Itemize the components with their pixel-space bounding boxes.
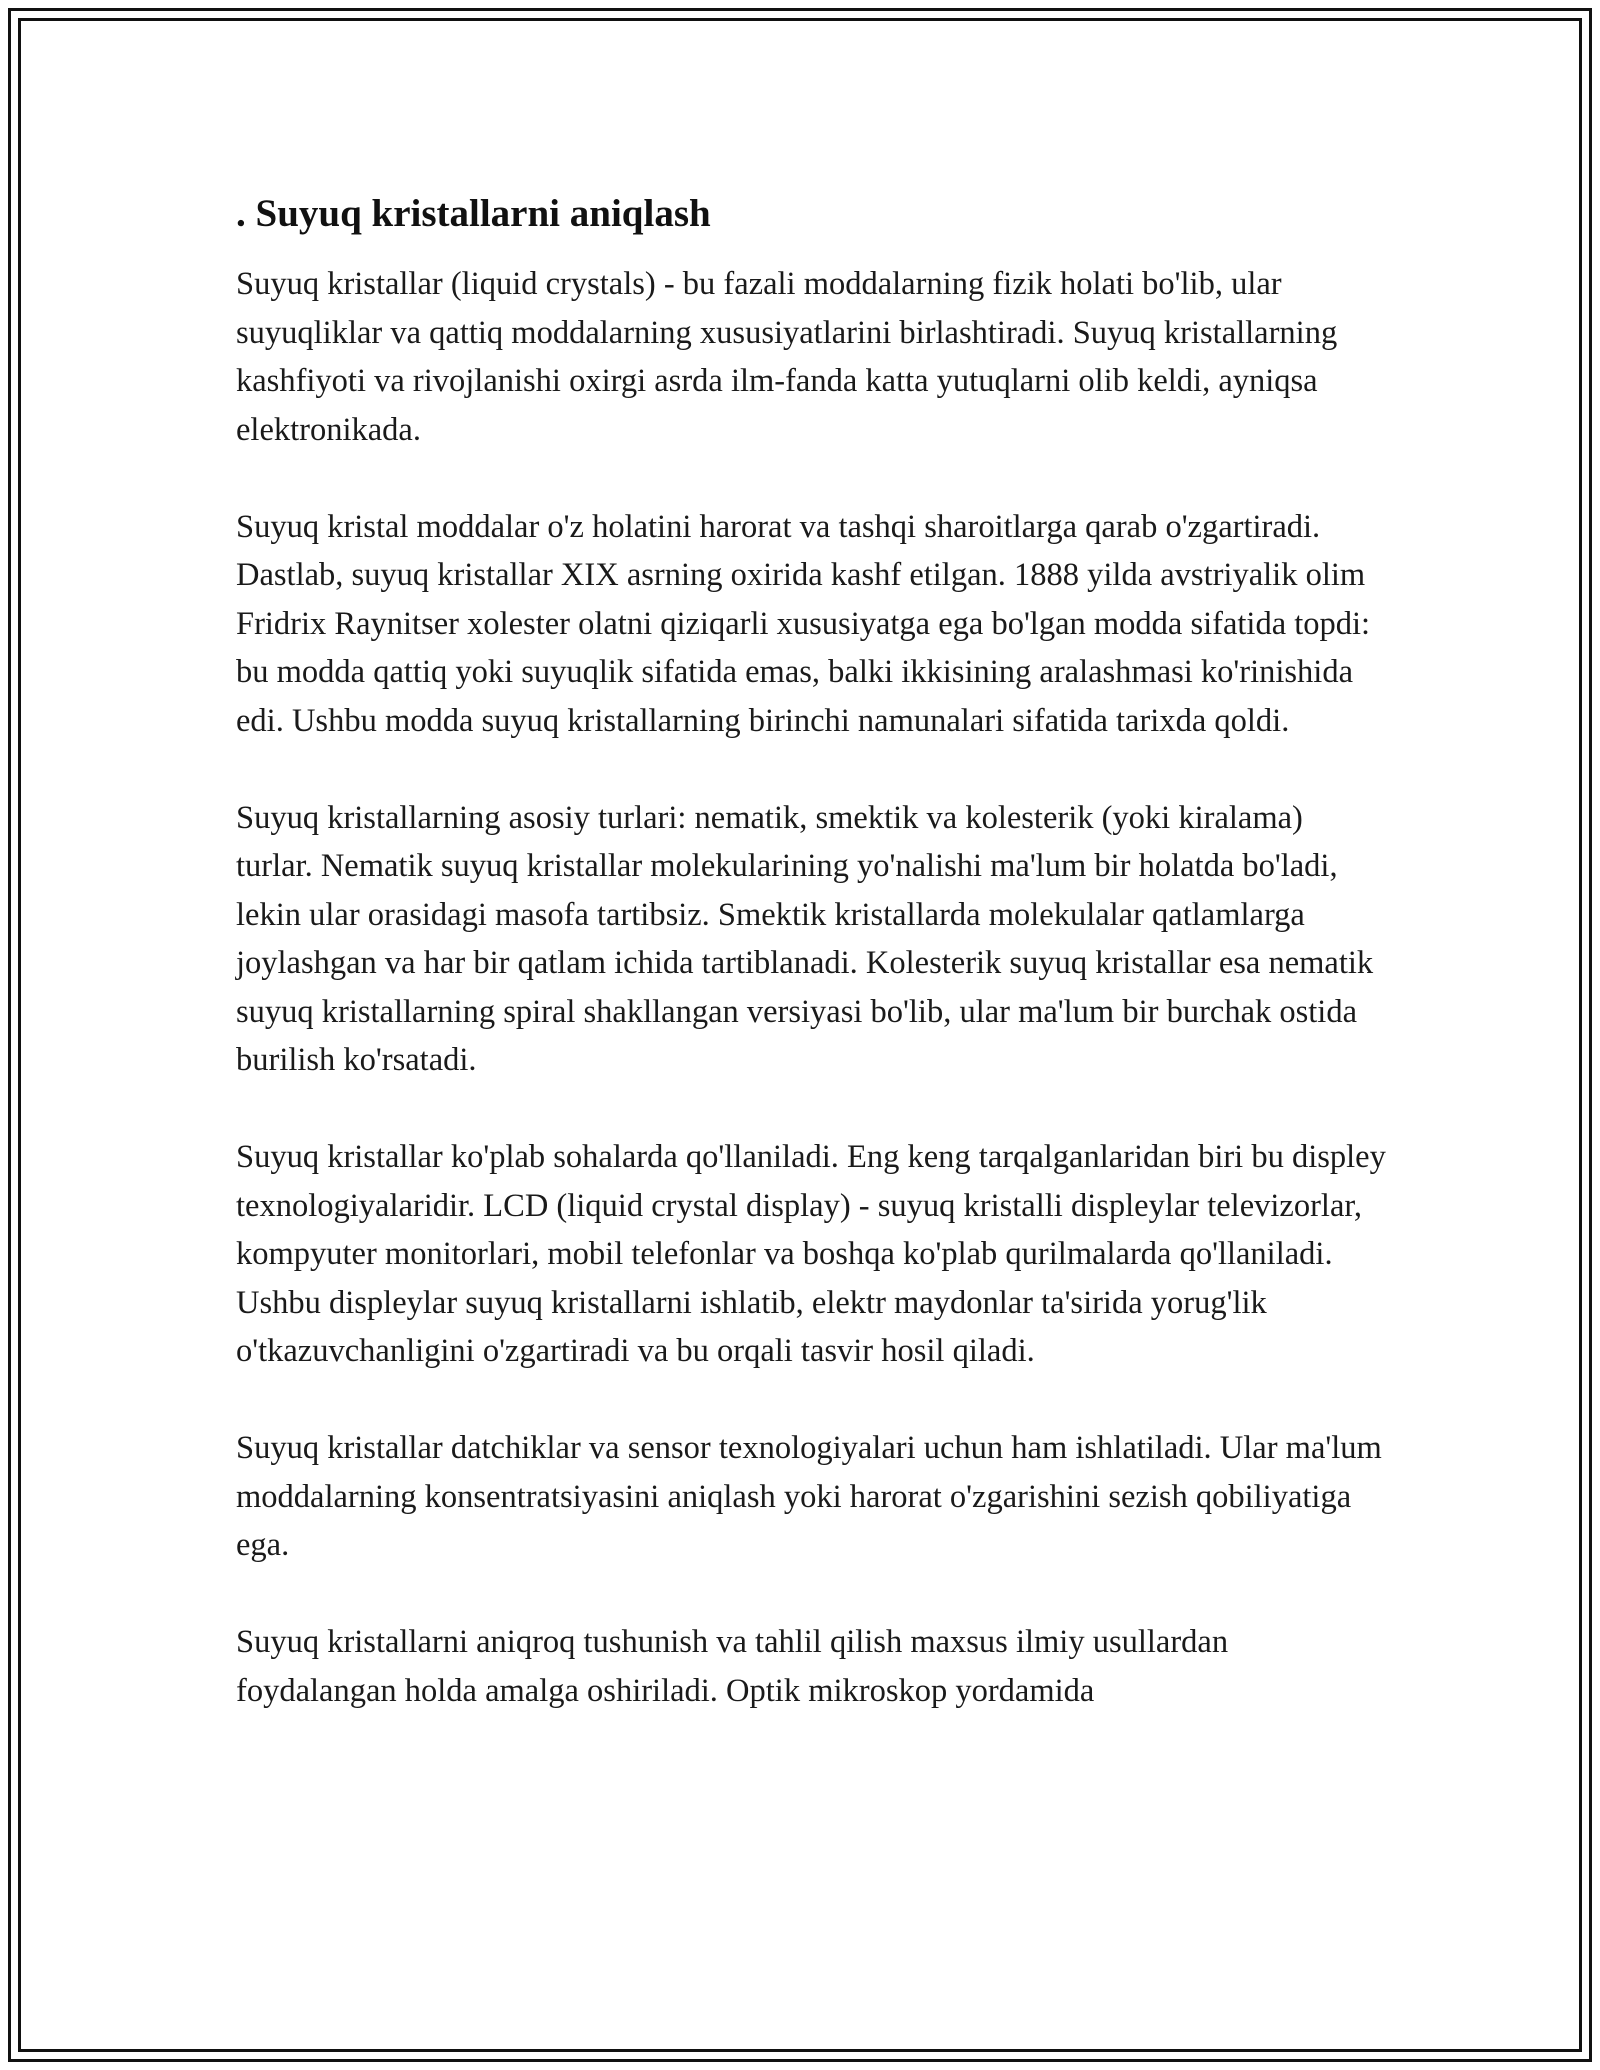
paragraph-sensors: Suyuq kristallar datchiklar va sensor texnologiyalari uchun ham ishlatiladi. Ular ma'lum moddalarning konsentratsiyasini aniqlash yoki harorat o'zgarishini sezish qobiliyatiga ega.	[236, 1430, 1382, 1563]
paragraph-applications: Suyuq kristallar ko'plab sohalarda qo'llaniladi. Eng keng tarqalganlaridan biri bu displey texnologiyalaridir. LCD (liquid crystal display) - suyuq kristalli displeylar televizorlar, kompyuter monitorlari, mobil telefonlar va boshqa ko'plab qurilmalarda qo'llaniladi. Ushbu displeylar suyuq kristallarni ishlatib, elektr maydonlar ta'sirida yorug'lik o'tkazuvchanligini o'zgartiradi va bu orqali tasvir hosil qiladi.	[236, 1139, 1386, 1369]
section-heading: . Suyuq kristallarni aniqlash	[236, 192, 711, 235]
paragraph-types: Suyuq kristallarning asosiy turlari: nematik, smektik va kolesterik (yoki kiralama) turlar. Nematik suyuq kristallar molekularining yo'nalishi ma'lum bir holatda bo'ladi, lekin ular orasidagi masofa tartibsiz. Smektik kristallarda molekulalar qatlamlarga joylashgan va har bir qatlam ichida tartiblanadi. Kolesterik suyuq kristallar esa nematik suyuq kristallarning spiral shakllangan versiyasi bo'lib, ular ma'lum bir burchak ostida burilish ko'rsatadi.	[236, 799, 1374, 1078]
paragraph-intro: Suyuq kristallar (liquid crystals) - bu fazali moddalarning fizik holati bo'lib, ular suyuqliklar va qattiq moddalarning xususiyatlarini birlashtiradi. Suyuq kristallarning kashfiyoti va rivojlanishi oxirgi asrda ilm-fanda katta yutuqlarni olib keldi, ayniqsa elektronikada.	[236, 266, 1338, 448]
paragraph-history: Suyuq kristal moddalar o'z holatini harorat va tashqi sharoitlarga qarab o'zgartiradi. Dastlab, suyuq kristallar XIX asrning oxirida kashf etilgan. 1888 yilda avstriyalik olim Fridrix Raynitser xolester olatni qiziqarli xususiyatga ega bo'lgan modda sifatida topdi: bu modda qattiq yoki suyuqlik sifatida emas, balki ikkisining aralashmasi ko'rinishida edi. Ushbu modda suyuq kristallarning birinchi namunalari sifatida tarixda qoldi.	[236, 508, 1371, 739]
paragraph-methods: Suyuq kristallarni aniqroq tushunish va tahlil qilish maxsus ilmiy usullardan foydalangan holda amalga oshiriladi. Optik mikroskop yordamida	[236, 1624, 1229, 1709]
document-body	[236, 190, 1386, 1715]
